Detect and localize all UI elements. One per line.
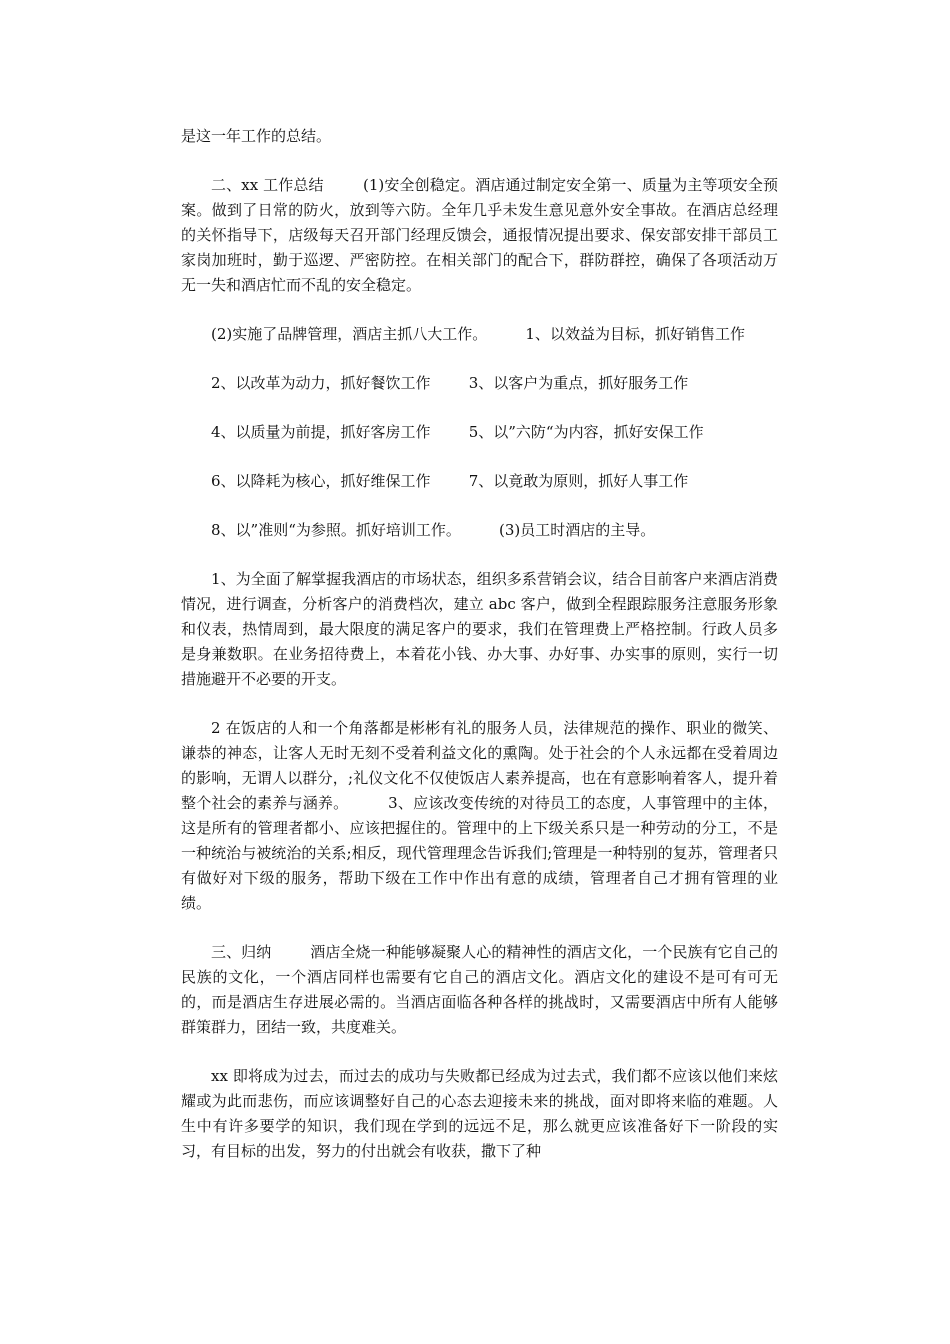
- paragraph-1: 是这一年工作的总结。: [181, 127, 332, 145]
- document-body: [181, 124, 778, 1188]
- paragraph-2: 二、xx 工作总结 (1)安全创稳定。酒店通过制定安全第一、质量为主等项安全预案。做到了日常的防火，放到等六防。全年几乎未发生意见意外安全事故。在酒店总经理的关怀指导下，店级每天召开部门经理反馈会，通报情况提出要求、保安部安排干部员工家岗加班时，勤于巡逻、严密防控。在相关部门的配合下，群防群控，确保了各项活动万无一失和酒店忙而不乱的安全稳定。: [181, 176, 778, 294]
- paragraph-7: 8、以”准则“为参照。抓好培训工作。 (3)员工时酒店的主导。: [211, 521, 656, 539]
- paragraph-11: xx 即将成为过去，而过去的成功与失败都已经成为过去式，我们都不应该以他们来炫耀或为此而悲伤，而应该调整好自己的心态去迎接未来的挑战，面对即将来临的难题。人生中有许多要学的知识，我们现在学到的远远不足，那么就更应该准备好下一阶段的实习，有目标的出发，努力的付出就会有收获，撒下了种: [181, 1067, 778, 1160]
- paragraph-10: 三、归纳 酒店全烧一种能够凝聚人心的精神性的酒店文化，一个民族有它自己的民族的文化，一个酒店同样也需要有它自己的酒店文化。酒店文化的建设不是可有可无的，而是酒店生存进展必需的。当酒店面临各种各样的挑战时，又需要酒店中所有人能够群策群力，团结一致，共度难关。: [181, 943, 778, 1036]
- paragraph-9: 2 在饭店的人和一个角落都是彬彬有礼的服务人员，法律规范的操作、职业的微笑、谦恭的神态，让客人无时无刻不受着利益文化的熏陶。处于社会的个人永远都在受着周边的影响，无谓人以群分，;礼仪文化不仅使饭店人素养提高，也在有意影响着客人，提升着整个社会的素养与涵养。 3、应该改变传统的对待员工的态度，人事管理中的主体，这是所有的管理者都小、应该把握住的。管理中的上下级关系只是一种劳动的分工，不是一种统治与被统治的关系;相反，现代管理理念告诉我们;管理是一种特别的复苏，管理者只有做好对下级的服务，帮助下级在工作中作出有意的成绩，管理者自己才拥有管理的业绩。: [181, 719, 778, 912]
- paragraph-6: 6、以降耗为核心，抓好维保工作 7、以竟敢为原则，抓好人事工作: [211, 472, 689, 490]
- paragraph-3: (2)实施了品牌管理，酒店主抓八大工作。 1、以效益为目标，抓好销售工作: [211, 325, 745, 343]
- paragraph-4: 2、以改革为动力，抓好餐饮工作 3、以客户为重点，抓好服务工作: [211, 374, 689, 392]
- paragraph-5: 4、以质量为前提，抓好客房工作 5、以”六防“为内容，抓好安保工作: [211, 423, 704, 441]
- paragraph-8: 1、为全面了解掌握我酒店的市场状态，组织多系营销会议，结合目前客户来酒店消费情况，进行调查，分析客户的消费档次，建立 abc 客户，做到全程跟踪服务注意服务形象和仪表，热情周到，最大限度的满足客户的要求，我们在管理费上严格控制。行政人员多是身兼数职。在业务招待费上，本着花小钱、办大事、办好事、办实事的原则，实行一切措施避开不必要的开支。: [181, 570, 778, 688]
